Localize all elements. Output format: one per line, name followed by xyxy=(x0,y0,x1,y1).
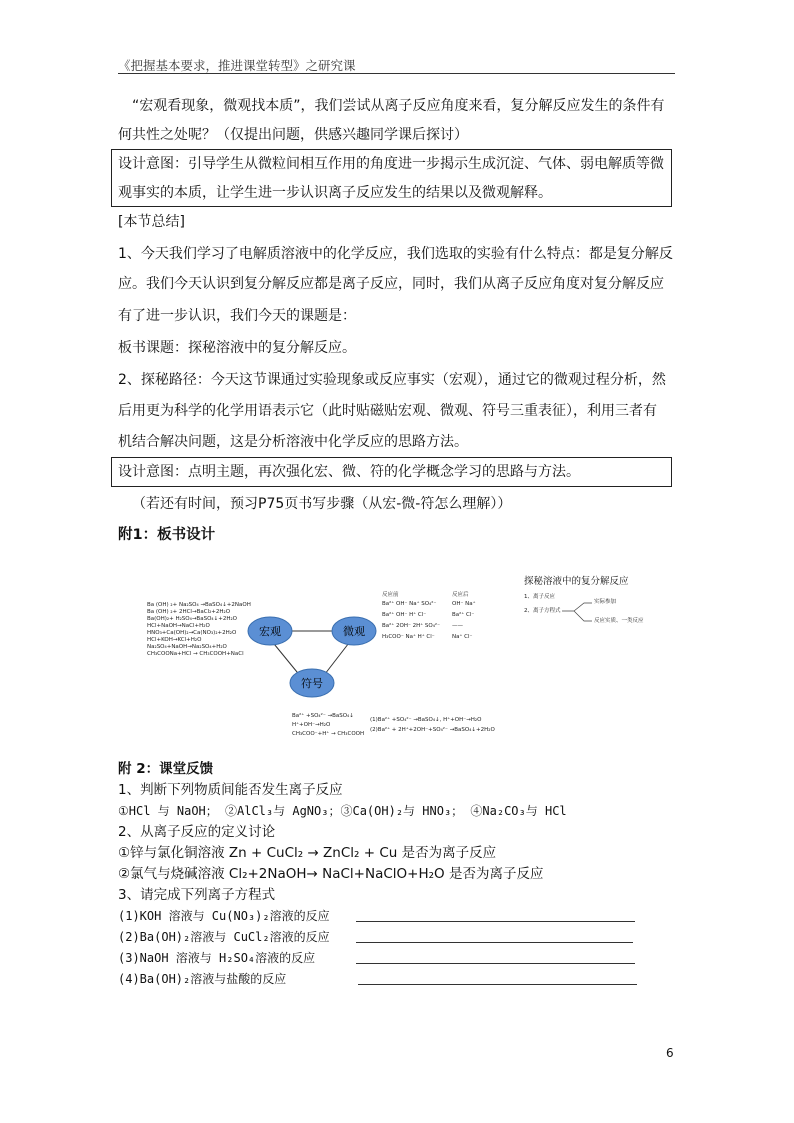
board-left-eq: HCl+NaOH→NaCl+H₂O xyxy=(147,623,210,629)
ionic-eq: (2)Ba²⁺ + 2H⁺+2OH⁻+SO₄²⁻ →BaSO₄↓+2H₂O xyxy=(370,727,495,733)
summary-p1-line-2: 应。我们今天认识到复分解反应都是离子反应，同时，我们从离子反应角度对复分解反应 xyxy=(118,276,664,292)
question-3: 3、请完成下列离子方程式 xyxy=(118,887,276,903)
design-intent-1-line-1: 设计意图：引导学生从微粒间相互作用的角度进一步揭示生成沉淀、气体、弱电解质等微 xyxy=(118,156,664,172)
question-1: 1、判断下列物质间能否发生离子反应 xyxy=(118,782,343,798)
page-header: 《把握基本要求，推进课堂转型》之研究课 xyxy=(118,58,356,73)
answer-line-4[interactable] xyxy=(358,984,637,985)
answer-line-3[interactable] xyxy=(356,963,635,964)
summary-p2-line-3: 机结合解决问题，这是分析溶液中化学反应的思路方法。 xyxy=(118,434,468,450)
question-1-items: ①HCl 与 NaOH； ②AlCl₃与 AgNO₃；③Ca(OH)₂与 HNO₃； ④Na₂CO₃与 HCl xyxy=(118,804,567,818)
before-reaction-block xyxy=(382,592,440,641)
ionic-eq: CH₃COO⁻+H⁺ → CH₃COOH xyxy=(292,731,365,737)
board-left-eq: Na₂SO₄+NaOH→Na₂SO₄+H₂O xyxy=(147,644,227,650)
question-3-item-1: (1)KOH 溶液与 Cu(NO₃)₂溶液的反应 xyxy=(118,909,330,923)
summary-p2-line-1: 2、探秘路径：今天这节课通过实验现象或反应事实（宏观），通过它的微观过程分析，然 xyxy=(118,372,666,388)
summary-p1-line-3: 有了进一步认识，我们今天的课题是： xyxy=(118,308,356,324)
node-symbol-label: 符号 xyxy=(301,677,323,690)
before-row: Ba²⁺ OH⁻ H⁺ Cl⁻ xyxy=(382,612,427,618)
after-row: Na⁺ Cl⁻ xyxy=(452,634,473,640)
ionic-eqs-left xyxy=(292,713,364,738)
question-3-item-4: (4)Ba(OH)₂溶液与盐酸的反应 xyxy=(118,972,287,986)
summary-p1-line-4: 板书课题：探秘溶液中的复分解反应。 xyxy=(118,340,356,356)
after-row: Ba²⁺ Cl⁻ xyxy=(452,612,475,618)
board-left-equations xyxy=(147,602,251,658)
before-label: 反应前 xyxy=(382,592,399,598)
intro-line-2: 何共性之处呢？（仅提出问题，供感兴趣同学课后探讨） xyxy=(118,127,468,143)
after-reaction-block xyxy=(452,592,476,641)
design-intent-2-text: 设计意图：点明主题，再次强化宏、微、符的化学概念学习的思路与方法。 xyxy=(118,464,580,480)
design-intent-1-line-2: 观事实的本质，让学生进一步认识离子反应发生的结果以及微观解释。 xyxy=(118,185,552,201)
design-intent-box-2 xyxy=(111,457,672,487)
design-intent-box-1 xyxy=(111,149,672,207)
before-row: Ba²⁺ OH⁻ Na⁺ SO₄²⁻ xyxy=(382,601,437,607)
intro-line-1: “宏观看现象，微观找本质”，我们尝试从离子反应角度来看，复分解反应发生的条件有 xyxy=(132,98,665,114)
appendix-1-heading: 附1：板书设计 xyxy=(118,527,216,543)
question-2-b: ②氯气与烧碱溶液 Cl₂+2NaOH→ NaCl+NaClO+H₂O 是否为离子反应 xyxy=(118,866,544,882)
board-left-eq: HCl+KOH→KCl+H₂O xyxy=(147,637,202,643)
page-number: 6 xyxy=(666,1046,674,1060)
after-label: 反应后 xyxy=(452,592,469,598)
ionic-eq: H⁺+OH⁻→H₂O xyxy=(292,722,331,728)
board-left-eq: HNO₃+Ca(OH)₂→Ca(NO₃)₂+2H₂O xyxy=(147,630,237,636)
board-right-title: 探秘溶液中的复分解反应 xyxy=(524,576,629,587)
board-left-eq: CH₃COONa+HCl → CH₃COOH+NaCl xyxy=(147,651,244,657)
ionic-eq: Ba²⁺ +SO₄²⁻ →BaSO₄↓ xyxy=(292,713,354,719)
node-macro-label: 宏观 xyxy=(259,625,281,638)
board-design-figure xyxy=(140,565,680,745)
board-right-branch-2: 反应实质、一类反应 xyxy=(594,618,644,624)
question-2-a: ①锌与氯化铜溶液 Zn + CuCl₂ → ZnCl₂ + Cu 是否为离子反应 xyxy=(118,845,497,861)
summary-heading: [本节总结] xyxy=(118,214,185,230)
board-right-item-2: 2、离子方程式 xyxy=(524,608,561,614)
appendix-2-heading: 附 2：课堂反馈 xyxy=(118,761,214,777)
question-3-item-3: (3)NaOH 溶液与 H₂SO₄溶液的反应 xyxy=(118,951,316,965)
question-3-item-2: (2)Ba(OH)₂溶液与 CuCl₂溶液的反应 xyxy=(118,930,330,944)
summary-p2-line-2: 后用更为科学的化学用语表示它（此时贴磁贴宏观、微观、符号三重表征），利用三者有 xyxy=(118,403,657,419)
board-left-eq: Ba(OH)₂+ H₂SO₄→BaSO₄↓+2H₂O xyxy=(147,616,237,622)
ionic-eqs-right xyxy=(370,717,495,734)
answer-line-1[interactable] xyxy=(356,921,635,922)
before-row: Ba²⁺ 2OH⁻ 2H⁺ SO₄²⁻ xyxy=(382,623,441,629)
bracket-lines xyxy=(562,603,592,621)
macro-micro-symbol-diagram xyxy=(240,605,380,705)
summary-p1-line-1: 1、今天我们学习了电解质溶液中的化学反应，我们选取的实验有什么特点：都是复分解反 xyxy=(118,246,673,262)
board-left-eq: Ba (OH) ₂+ 2HCl→BaCl₂+2H₂O xyxy=(147,609,231,615)
node-micro-label: 微观 xyxy=(343,625,365,638)
before-row: H₃COO⁻ Na⁺ H⁺ Cl⁻ xyxy=(382,634,435,640)
board-right-branch-1: 实际参加 xyxy=(594,599,617,605)
board-left-eq: Ba (OH) ₂+ Na₂SO₄ →BaSO₄↓+2NaOH xyxy=(147,602,251,608)
after-row: OH⁻ Na⁺ xyxy=(452,601,476,607)
ionic-eq: (1)Ba²⁺ +SO₄²⁻ →BaSO₄↓, H⁺+OH⁻→H₂O xyxy=(370,717,482,723)
question-2: 2、从离子反应的定义讨论 xyxy=(118,824,276,840)
extra-note: （若还有时间，预习P75页书写步骤（从宏-微-符怎么理解）） xyxy=(132,496,512,512)
header-rule xyxy=(118,73,675,74)
answer-line-2[interactable] xyxy=(356,942,633,943)
board-right-item-1: 1、离子反应 xyxy=(524,594,555,600)
after-row: —— xyxy=(452,623,463,629)
